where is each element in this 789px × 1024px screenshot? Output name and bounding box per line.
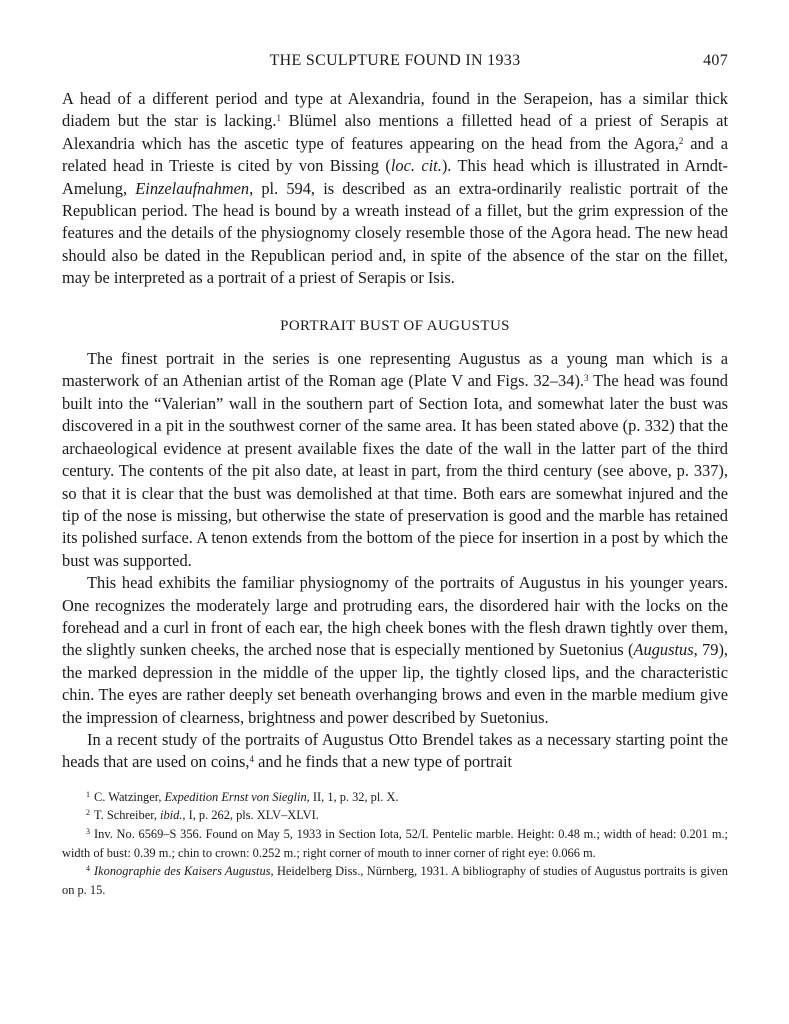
text-run: The finest portrait in the series is one representing Augustus as a young man which is a masterwork of an Athenian artist of the Roman age (Plate V and Figs. 32–34). bbox=[62, 349, 728, 391]
footnote-mark: 2 bbox=[86, 808, 90, 818]
footnote-text: T. Schreiber, bbox=[94, 808, 161, 823]
footnote-text: , Heidelberg Diss., Nürnberg, 1931. A bibliography of studies of Augustus portraits is given on p. 15. bbox=[62, 864, 728, 897]
text-run: , 79), the marked depression in the middle of the upper lip, the tightly closed lips, and the characteristic chin. The eyes are rather deeply set beneath overhanging brows and even in the marble medium give the impression of clearness, brightness and power described by Suetonius. bbox=[62, 640, 728, 727]
page bbox=[62, 52, 728, 899]
text-run: The head was found built into the “Valerian” wall in the southern part of Section Iota, and somewhat later the bust was discovered in a pit in the southwest corner of the same area. It has been stated above (p. 332) that the archaeological evidence at present available fixes the date of the wall in the latter part of the third century. The contents of the pit also date, at least in part, from the third century (see above, p. 337), so that it is clear that the bust was demolished at that time. Both ears are somewhat injured and the tip of the nose is missing, but otherwise the state of preservation is good and the marble has retained its polished surface. A tenon extends from the bottom of the piece for insertion in a post by which the bust was supported. bbox=[62, 371, 728, 570]
footnote-ref-1: 1 bbox=[276, 113, 281, 124]
text-run: and he finds that a new type of portrait bbox=[254, 752, 513, 772]
text-run: This head exhibits the familiar physiognomy of the portraits of Augustus in his younger years. One recognizes the moderately large and protruding ears, the disordered hair with the locks on the forehead and a curl in front of each ear, the high cheek bones with the flesh drawn tightly over them, the slightly sunken cheeks, the arched nose that is especially mentioned by Suetonius ( bbox=[62, 573, 728, 660]
page-number: 407 bbox=[703, 52, 728, 69]
text-run: Blümel also mentions a filletted head of a priest of Serapis at Alexandria which has the ascetic type of features appearing on the head from the Agora, bbox=[62, 111, 728, 153]
text-run: and a related head in Trieste is cited by von Bissing ( bbox=[62, 133, 728, 176]
footnote-italic: Ikonographie des Kaisers Augustus bbox=[94, 864, 271, 879]
text-run: ). This head which is illustrated in Arndt-Amelung, bbox=[62, 156, 728, 198]
running-head bbox=[62, 52, 728, 78]
footnote-mark: 1 bbox=[86, 789, 90, 799]
footnote-1 bbox=[62, 788, 728, 807]
footnotes bbox=[62, 788, 728, 900]
paragraph-4 bbox=[62, 729, 728, 774]
footnote-mark: 4 bbox=[86, 864, 90, 874]
footnote-ref-3: 3 bbox=[584, 373, 589, 384]
italic-citation: loc. cit. bbox=[390, 156, 442, 176]
footnote-ref-4: 4 bbox=[249, 754, 255, 765]
footnote-text: Inv. No. 6569–S 356. Found on May 5, 1933 in Section Iota, 52/I. Pentelic marble. Height: 0.48 m.; width of head: 0.201 m.; width of bust: 0.39 m.; chin to crown: 0.252 m.; right corner of mouth to inner corner of right eye: 0.066 m. bbox=[62, 826, 728, 860]
text-run: In a recent study of the portraits of Augustus Otto Brendel takes as a necessary starting point the heads that are used on coins, bbox=[62, 729, 728, 772]
body-text bbox=[62, 88, 728, 774]
footnote-text: C. Watzinger, bbox=[94, 789, 165, 804]
paragraph-2 bbox=[62, 348, 728, 572]
footnote-4 bbox=[62, 862, 728, 899]
footnote-3 bbox=[62, 825, 728, 862]
section-heading: PORTRAIT BUST OF AUGUSTUS bbox=[280, 317, 510, 334]
footnote-text: , II, 1, p. 32, pl. X. bbox=[306, 789, 399, 804]
footnote-2 bbox=[62, 806, 728, 825]
text-run: , pl. 594, is described as an extra-ordinarily realistic portrait of the Republican period. The head is bound by a wreath instead of a fillet, but the grim expression of the features and the details of the physiognomy closely resemble those of the Agora head. The new head should also be dated in the Republican period and, in spite of the absence of the star on the fillet, may be interpreted as a portrait of a priest of Serapis or Isis. bbox=[62, 178, 728, 288]
running-title: THE SCULPTURE FOUND IN 1933 bbox=[269, 52, 521, 69]
footnote-mark: 3 bbox=[86, 826, 90, 836]
footnote-italic: Expedition Ernst von Sieglin bbox=[164, 789, 307, 804]
italic-title: Einzelaufnahmen bbox=[135, 178, 250, 198]
text-run: A head of a different period and type at Alexandria, found in the Serapeion, has a similar thick diadem but the star is lacking. bbox=[62, 89, 728, 131]
paragraph-1 bbox=[62, 88, 728, 290]
footnote-text: , I, p. 262, pls. XLV–XLVI. bbox=[182, 808, 319, 823]
footnote-italic: ibid. bbox=[160, 808, 183, 823]
italic-title: Augustus bbox=[633, 640, 694, 660]
paragraph-3 bbox=[62, 572, 728, 729]
footnote-ref-2: 2 bbox=[678, 135, 684, 146]
